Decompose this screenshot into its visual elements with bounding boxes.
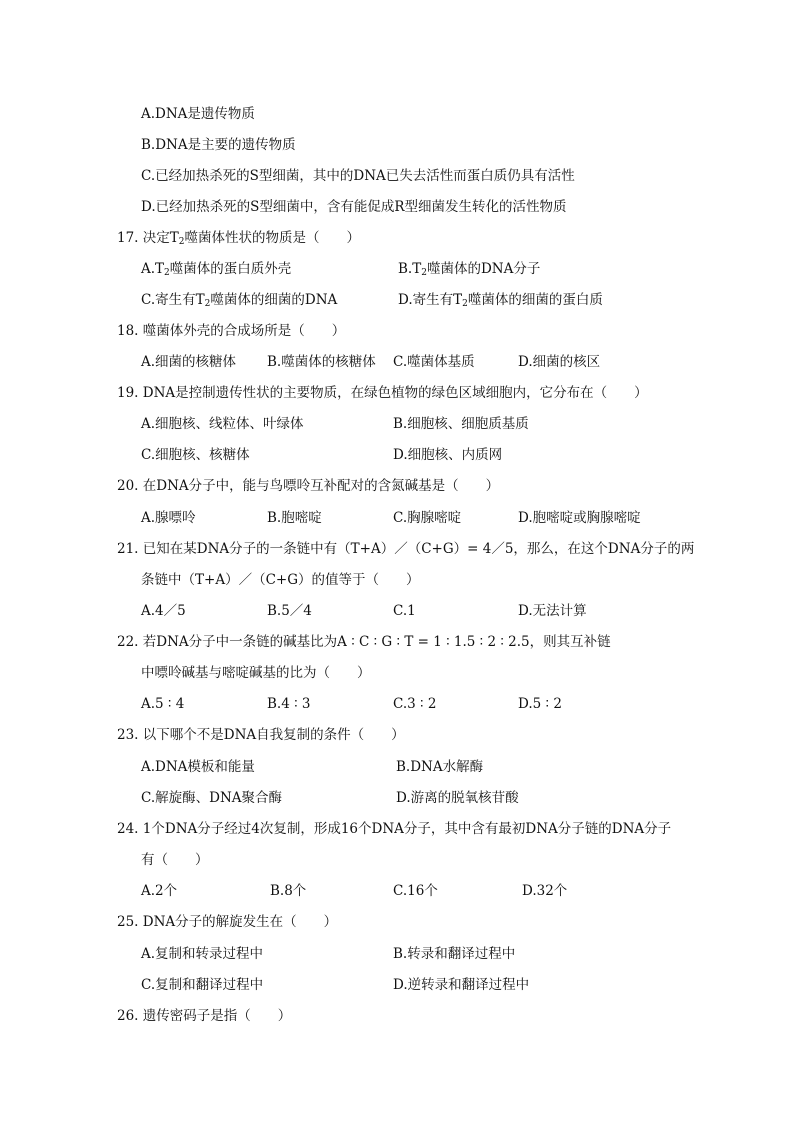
- q19-option-d: D.细胞核、内质网: [393, 447, 503, 463]
- q22-option-b: B.4 ∶ 3: [267, 696, 311, 712]
- q17-option-c-part2: 噬菌体的细菌的DNA: [210, 292, 338, 308]
- q22-option-a: A.5 ∶ 4: [141, 696, 185, 712]
- q17-option-c: [141, 290, 337, 310]
- q17-stem: [117, 228, 360, 248]
- q26-number: 26.: [117, 1008, 139, 1024]
- q19-number: 19.: [117, 385, 139, 401]
- q18-option-d: D.细菌的核区: [518, 354, 601, 370]
- q22-stem: [117, 632, 611, 652]
- q20-option-d: D.胞嘧啶或胸腺嘧啶: [518, 510, 641, 526]
- q19-option-b: B.细胞核、细胞质基质: [393, 416, 529, 432]
- q21-stem: [117, 539, 694, 559]
- q17-option-d-part2: 噬菌体的细菌的蛋白质: [467, 292, 603, 308]
- q24-stem: [117, 819, 671, 839]
- q17-stem-part1: 决定T: [142, 230, 179, 246]
- q20-option-a: A.腺嘌呤: [141, 510, 196, 526]
- q20-stem: [117, 476, 499, 496]
- q20-number: 20.: [117, 478, 139, 494]
- q22-stem-line1: 若DNA分子中一条链的碱基比为A ∶ C ∶ G ∶ T = 1 ∶ 1.5 ∶ 2 ∶ 2.5，则其互补链: [142, 634, 611, 650]
- q24-stem-line2: 有（ ）: [141, 852, 209, 868]
- q24-number: 24.: [117, 821, 139, 837]
- q23-option-b: B.DNA水解酶: [396, 759, 484, 775]
- q16-option-d: D.已经加热杀死的S型细菌中，含有能促成R型细菌发生转化的活性物质: [141, 199, 567, 215]
- q25-stem: [117, 912, 337, 932]
- q21-number: 21.: [117, 541, 139, 557]
- q17-option-a-part1: A.T: [141, 261, 165, 277]
- q17-number: 17.: [117, 230, 139, 246]
- q17-option-b-subscript: 2: [421, 268, 427, 278]
- q18-option-b: B.噬菌体的核糖体: [267, 354, 376, 370]
- q25-option-b: B.转录和翻译过程中: [393, 946, 516, 962]
- q16-option-c: C.已经加热杀死的S型细菌，其中的DNA已失去活性而蛋白质仍具有活性: [141, 168, 575, 184]
- q25-option-d: D.逆转录和翻译过程中: [393, 977, 530, 993]
- q25-stem-text: DNA分子的解旋发生在（ ）: [142, 914, 338, 930]
- q19-option-c: C.细胞核、核糖体: [141, 447, 250, 463]
- q22-option-c: C.3 ∶ 2: [393, 696, 437, 712]
- q19-stem-text: DNA是控制遗传性状的主要物质，在绿色植物的绿色区域细胞内，它分布在（ ）: [142, 385, 648, 401]
- q17-option-d-subscript: 2: [462, 299, 468, 309]
- q23-number: 23.: [117, 727, 139, 743]
- q17-option-b-part1: B.T: [398, 261, 422, 277]
- q21-stem-line1: 已知在某DNA分子的一条链中有（T+A）／（C+G）= 4／5，那么，在这个DNA分子的两: [142, 541, 695, 557]
- q20-stem-text: 在DNA分子中，能与鸟嘌呤互补配对的含氮碱基是（ ）: [142, 478, 500, 494]
- q21-option-b: B.5／4: [267, 603, 312, 619]
- q20-option-b: B.胞嘧啶: [267, 510, 322, 526]
- q24-option-b: B.8个: [270, 883, 307, 899]
- q18-number: 18.: [117, 323, 139, 339]
- q17-option-c-subscript: 2: [204, 299, 211, 309]
- q17-stem-part2: 噬菌体性状的物质是（ ）: [184, 230, 361, 246]
- q17-option-a-part2: 噬菌体的蛋白质外壳: [169, 261, 292, 277]
- q23-option-a: A.DNA模板和能量: [141, 759, 255, 775]
- q25-number: 25.: [117, 914, 139, 930]
- q24-option-c: C.16个: [393, 883, 438, 899]
- q18-stem: [117, 321, 345, 341]
- q26-stem: [117, 1006, 291, 1026]
- q22-stem-line2: 中嘌呤碱基与嘧啶碱基的比为（ ）: [141, 665, 371, 681]
- q18-option-a: A.细菌的核糖体: [141, 354, 237, 370]
- q24-option-a: A.2个: [141, 883, 178, 899]
- q21-stem-line2: 条链中（T+A）／（C+G）的值等于（ ）: [141, 572, 420, 588]
- q17-option-d-part1: D.寄生有T: [398, 292, 463, 308]
- q19-option-a: A.细胞核、线粒体、叶绿体: [141, 416, 304, 432]
- q23-option-c: C.解旋酶、DNA聚合酶: [141, 790, 283, 806]
- q21-option-d: D.无法计算: [518, 603, 587, 619]
- q26-stem-text: 遗传密码子是指（ ）: [142, 1008, 292, 1024]
- q23-option-d: D.游离的脱氧核苷酸: [396, 790, 519, 806]
- q22-option-d: D.5 ∶ 2: [518, 696, 562, 712]
- q18-stem-text: 噬菌体外壳的合成场所是（ ）: [142, 323, 346, 339]
- q25-option-c: C.复制和翻译过程中: [141, 977, 264, 993]
- q23-stem-text: 以下哪个不是DNA自我复制的条件（ ）: [142, 727, 405, 743]
- q21-option-c: C.1: [393, 603, 416, 619]
- q17-option-b-part2: 噬菌体的DNA分子: [426, 261, 541, 277]
- q17-option-a: [141, 259, 291, 279]
- q17-option-a-subscript: 2: [164, 268, 170, 278]
- q25-option-a: A.复制和转录过程中: [141, 946, 264, 962]
- q21-option-a: A.4／5: [141, 603, 186, 619]
- q17-option-d: [398, 290, 603, 310]
- q16-option-b: B.DNA是主要的遗传物质: [141, 137, 296, 153]
- q24-stem-line1: 1个DNA分子经过4次复制，形成16个DNA分子，其中含有最初DNA分子链的DNA分子: [142, 821, 672, 837]
- q17-option-b: [398, 259, 540, 279]
- q19-stem: [117, 383, 648, 403]
- q24-option-d: D.32个: [522, 883, 568, 899]
- q22-number: 22.: [117, 634, 139, 650]
- q20-option-c: C.胸腺嘧啶: [393, 510, 462, 526]
- q16-option-a: A.DNA是遗传物质: [141, 106, 255, 122]
- q17-option-c-part1: C.寄生有T: [141, 292, 205, 308]
- q23-stem: [117, 725, 405, 745]
- q17-stem-subscript: 2: [178, 237, 185, 247]
- q18-option-c: C.噬菌体基质: [393, 354, 475, 370]
